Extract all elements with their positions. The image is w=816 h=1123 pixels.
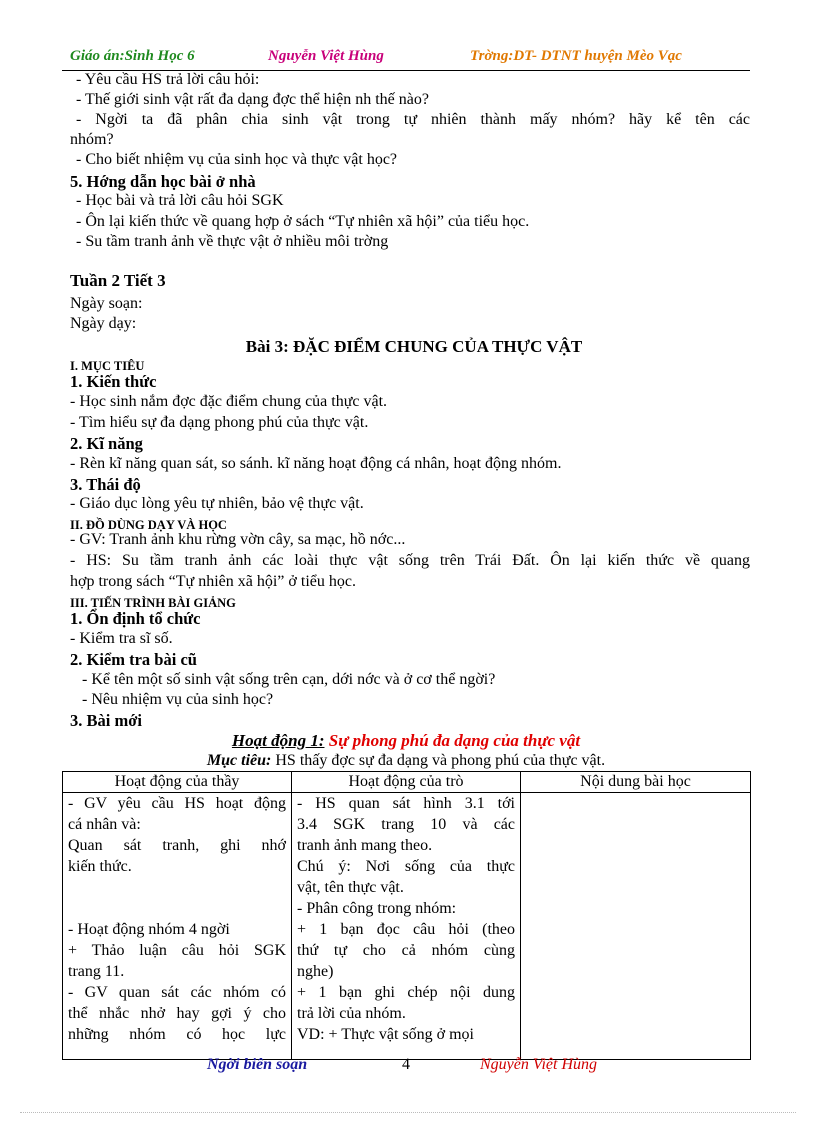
student-line: thứ tự cho cả nhóm cùng [297,942,515,959]
attitude-heading: 3. Thái độ [70,475,141,494]
activity-label: Hoạt động 1: [231,731,325,750]
activity-title: Sự phong phú đa dạng của thực vật [328,731,581,750]
footer-author: Nguyễn Việt Hùng [480,1056,598,1073]
step1-heading: 1. Ổn định tổ chức [70,609,201,628]
knowledge-heading: 1. Kiến thức [70,372,157,391]
homework-item: - Su tầm tranh ảnh về thực vật ở nhiều môi trờng [76,233,389,250]
teacher-line: cá nhân và: [68,816,141,833]
materials-hs-cont: hợp trong sách “Tự nhiên xã hội” ở tiểu học. [70,573,356,590]
teacher-line: kiến thức. [68,858,132,875]
knowledge-item: - Học sinh nắm đợc đặc điểm chung của thực vật. [70,393,388,410]
step2-item: - Kể tên một số sinh vật sống trên cạn, dới nớc và ở cơ thể ngời? [82,671,496,688]
step1-item: - Kiểm tra sĩ số. [70,630,173,647]
student-line: vật, tên thực vật. [297,879,404,896]
footer-compiler-label: Ngời biên soạn [207,1056,308,1073]
teacher-line: trang 11. [68,963,125,980]
student-line: Chú ý: Nơi sống của thực [297,858,515,875]
question-line: - Thế giới sinh vật rất đa dạng đợc thể hiện nh thế nào? [76,91,429,108]
student-line: nghe) [297,963,334,980]
student-line: - Phân công trong nhóm: [297,900,457,917]
table-header-row [63,772,751,793]
student-line: + 1 bạn đọc câu hỏi (theo [297,921,515,938]
header-school: Trờng:DT- DTNT huyện Mèo Vạc [470,48,682,64]
teacher-line: những nhóm có học lực [68,1026,286,1043]
student-line: + 1 bạn ghi chép nội dung [297,984,515,1001]
question-line: - Yêu cầu HS trả lời câu hỏi: [76,71,260,88]
teacher-line: + Thảo luận câu hỏi SGK [68,942,286,959]
teacher-line: thể nhắc nhở hay gợi ý cho [68,1005,286,1022]
student-line: VD: + Thực vật sống ở mọi [297,1026,474,1043]
student-line: - HS quan sát hình 3.1 tới [297,795,515,812]
student-line: 3.4 SGK trang 10 và các [297,816,515,833]
student-line: trả lời của nhóm. [297,1005,406,1022]
step2-item: - Nêu nhiệm vụ của sinh học? [82,691,274,708]
goal-text: HS thấy đợc sự đa dạng và phong phú của thực vật. [275,752,606,769]
lesson-title: Bài 3: ĐẶC ĐIỂM CHUNG CỦA THỰC VẬT [245,337,583,356]
col-header-student: Hoạt động của trò [292,772,521,793]
teacher-cell [63,793,292,1060]
header-subject: Giáo án:Sinh Học 6 [70,48,195,64]
skills-item: - Rèn kĩ năng quan sát, so sánh. kĩ năng hoạt động cá nhân, hoạt động nhóm. [70,455,562,472]
question-line: - Cho biết nhiệm vụ của sinh học và thực vật học? [76,151,398,168]
page-number: 4 [402,1056,410,1073]
teacher-line: - GV yêu cầu HS hoạt động [68,795,286,812]
knowledge-item: - Tìm hiểu sự đa dạng phong phú của thực vật. [70,414,369,431]
student-line: tranh ảnh mang theo. [297,837,433,854]
activity-goal [62,751,750,770]
prep-date: Ngày soạn: [70,295,143,312]
table-row [63,793,751,1060]
attitude-item: - Giáo dục lòng yêu tự nhiên, bảo vệ thực vật. [70,495,364,512]
col-header-content: Nội dung bài học [521,772,751,793]
question-line: - Ngời ta đã phân chia sinh vật trong tự nhiên thành mấy nhóm? hãy kể tên các [76,111,750,128]
materials-heading: II. ĐỒ DÙNG DẠY VÀ HỌC [70,518,227,532]
goal-label: Mục tiêu: [206,752,272,769]
homework-item: - Học bài và trả lời câu hỏi SGK [76,192,284,209]
skills-heading: 2. Kĩ năng [70,434,143,453]
materials-hs: - HS: Su tầm tranh ảnh các loài thực vật sống trên Trái Đất. Ôn lại kiến thức về quang [70,552,750,569]
teacher-line: Quan sát tranh, ghi nhớ [68,837,286,854]
student-cell [292,793,521,1060]
step3-heading: 3. Bài mới [70,711,142,730]
activity-table [62,771,751,1060]
content-cell [521,793,751,1060]
objectives-heading: I. MỤC TIÊU [70,359,145,373]
page-bottom-divider [20,1112,796,1113]
week-lesson: Tuần 2 Tiết 3 [70,271,166,290]
col-header-teacher: Hoạt động của thầy [63,772,292,793]
teach-date: Ngày dạy: [70,315,137,332]
activity-heading [62,731,750,750]
teacher-line: - Hoạt động nhóm 4 ngời [68,921,230,938]
question-line: nhóm? [70,131,114,148]
teacher-line: - GV quan sát các nhóm có [68,984,286,1001]
process-heading: III. TIẾN TRÌNH BÀI GIẢNG [70,596,236,610]
homework-heading: 5. Hớng dẫn học bài ở nhà [70,172,256,191]
step2-heading: 2. Kiểm tra bài cũ [70,650,197,669]
teacher-line [68,898,286,919]
materials-gv: - GV: Tranh ảnh khu rừng vờn cây, sa mạc, hồ nớc... [70,531,406,548]
teacher-line [68,877,286,898]
homework-item: - Ôn lại kiến thức về quang hợp ở sách “Tự nhiên xã hội” của tiểu học. [76,213,530,230]
header-author: Nguyễn Việt Hùng [268,48,384,64]
